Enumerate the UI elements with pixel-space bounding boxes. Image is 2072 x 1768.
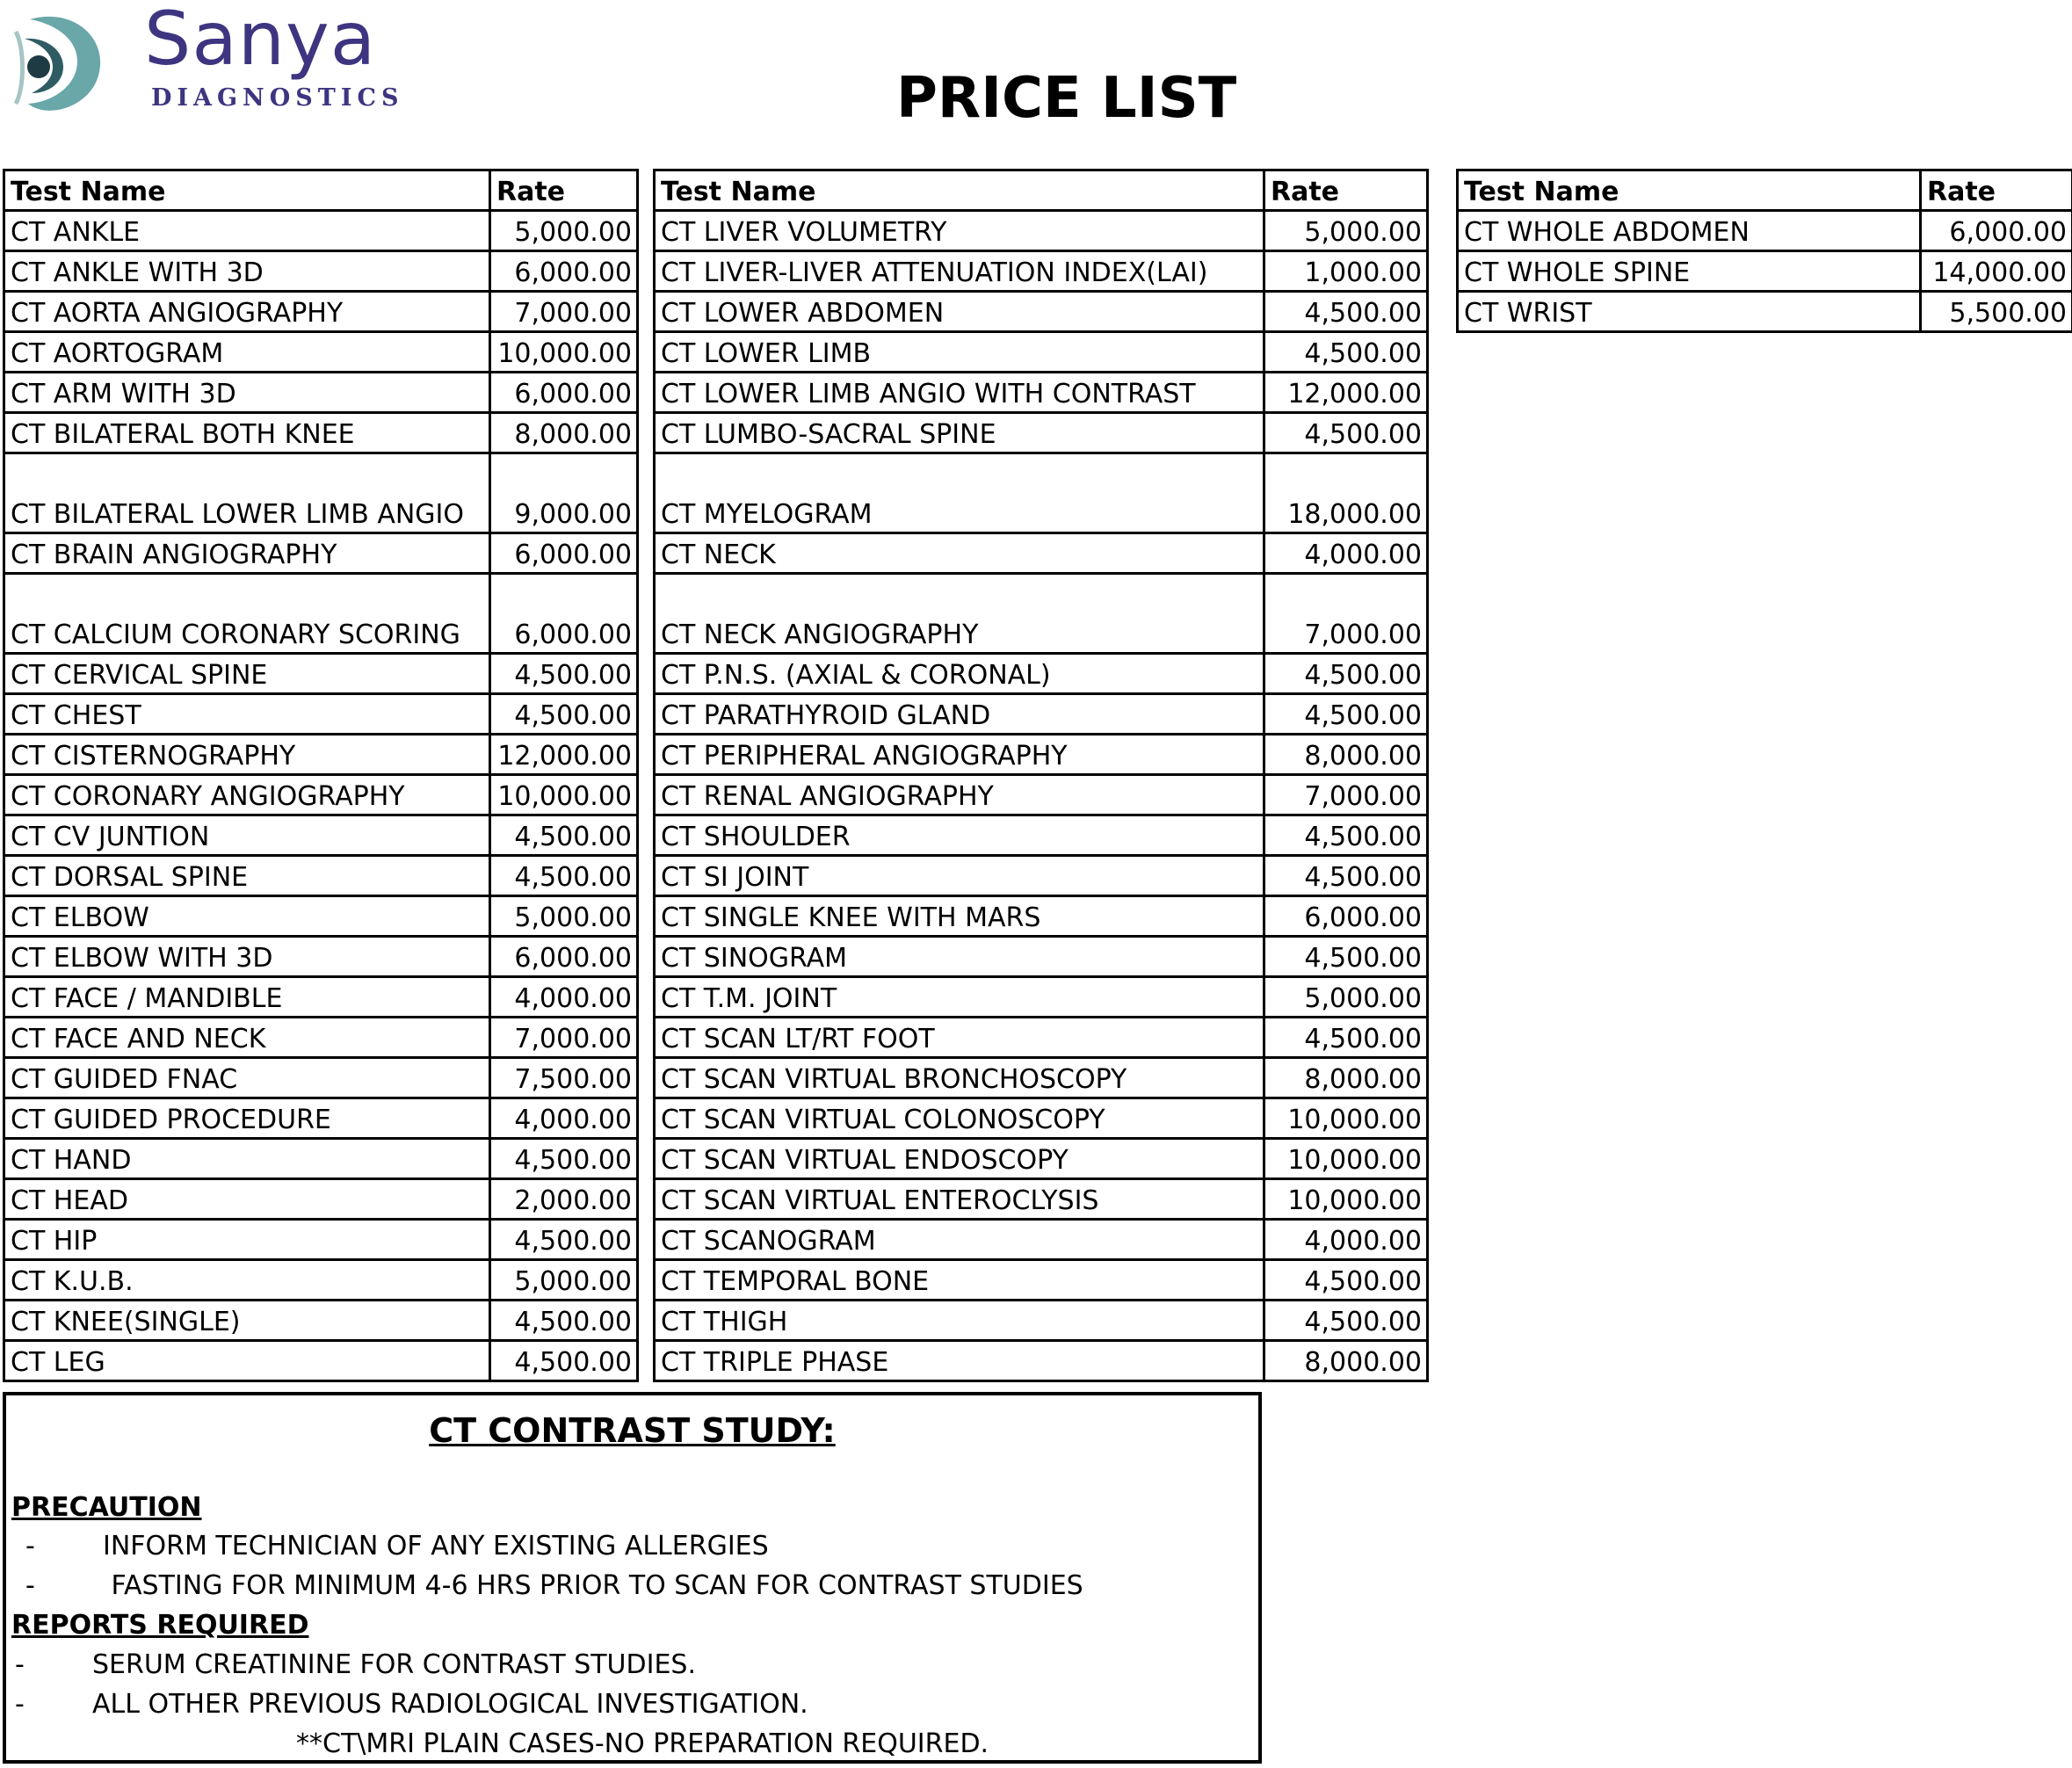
rate-cell: 4,500.00	[1264, 1301, 1428, 1341]
rate-cell: 4,500.00	[1264, 1018, 1428, 1058]
table-row	[4, 1139, 638, 1179]
rate-cell: 4,000.00	[490, 1098, 638, 1139]
rate-cell: 12,000.00	[1264, 373, 1428, 413]
rate-cell: 8,000.00	[1264, 1058, 1428, 1098]
table-row	[655, 1098, 1428, 1139]
rate-cell: 14,000.00	[1921, 251, 2072, 292]
rate-cell: 4,500.00	[1264, 937, 1428, 977]
table-row	[4, 815, 638, 856]
rate-cell: 6,000.00	[490, 373, 638, 413]
test-name-cell: CT SINGLE KNEE WITH MARS	[655, 896, 1264, 937]
test-name-cell: CT AORTOGRAM	[4, 332, 490, 373]
table-row	[4, 453, 638, 533]
test-name-cell: CT SCAN VIRTUAL ENTEROCLYSIS	[655, 1179, 1264, 1220]
rate-cell: 5,000.00	[490, 896, 638, 937]
column-header-test-name: Test Name	[4, 170, 490, 211]
precaution-heading: PRECAUTION	[11, 1492, 202, 1523]
price-table-2-body	[655, 170, 1428, 1381]
test-name-cell: CT CORONARY ANGIOGRAPHY	[4, 775, 490, 815]
price-table-1-body	[4, 170, 638, 1381]
bullet-dash: -	[25, 1531, 35, 1561]
rate-cell: 10,000.00	[1264, 1098, 1428, 1139]
table-row	[4, 775, 638, 815]
rate-cell: 2,000.00	[490, 1179, 638, 1220]
test-name-cell: CT LOWER LIMB ANGIO WITH CONTRAST	[655, 373, 1264, 413]
rate-cell: 4,500.00	[490, 1220, 638, 1260]
test-name-cell: CT GUIDED PROCEDURE	[4, 1098, 490, 1139]
table-row	[655, 1018, 1428, 1058]
test-name-cell: CT WRIST	[1458, 292, 1921, 332]
test-name-cell: CT CISTERNOGRAPHY	[4, 735, 490, 775]
table-row	[4, 332, 638, 373]
report-item-text: ALL OTHER PREVIOUS RADIOLOGICAL INVESTIGATION.	[92, 1689, 808, 1720]
test-name-cell: CT K.U.B.	[4, 1260, 490, 1301]
reports-required-heading: REPORTS REQUIRED	[11, 1610, 309, 1641]
rate-cell: 10,000.00	[1264, 1179, 1428, 1220]
rate-cell: 7,000.00	[490, 1018, 638, 1058]
table-row	[4, 1301, 638, 1341]
table-row	[655, 1220, 1428, 1260]
table-row	[4, 1179, 638, 1220]
rate-cell: 5,000.00	[490, 1260, 638, 1301]
test-name-cell: CT LUMBO-SACRAL SPINE	[655, 413, 1264, 453]
test-name-cell: CT CV JUNTION	[4, 815, 490, 856]
rate-cell: 5,000.00	[490, 211, 638, 251]
table-row	[4, 1018, 638, 1058]
logo-subtitle-text: DIAGNOSTICS	[151, 84, 404, 112]
precaution-item	[25, 1570, 1083, 1601]
rate-cell: 18,000.00	[1264, 453, 1428, 533]
table-header-row	[1458, 170, 2072, 211]
sanya-logo	[12, 0, 404, 121]
rate-cell: 4,500.00	[490, 1341, 638, 1381]
test-name-cell: CT MYELOGRAM	[655, 453, 1264, 533]
test-name-cell: CT SCAN VIRTUAL COLONOSCOPY	[655, 1098, 1264, 1139]
test-name-cell: CT WHOLE ABDOMEN	[1458, 211, 1921, 251]
test-name-cell: CT GUIDED FNAC	[4, 1058, 490, 1098]
test-name-cell: CT P.N.S. (AXIAL & CORONAL)	[655, 654, 1264, 694]
table-row	[4, 735, 638, 775]
table-row	[4, 654, 638, 694]
table-row	[655, 1139, 1428, 1179]
table-row	[4, 694, 638, 735]
test-name-cell: CT SI JOINT	[655, 856, 1264, 896]
test-name-cell: CT CERVICAL SPINE	[4, 654, 490, 694]
table-row	[655, 977, 1428, 1018]
table-header-row	[4, 170, 638, 211]
precaution-item-text: FASTING FOR MINIMUM 4-6 HRS PRIOR TO SCAN FOR CONTRAST STUDIES	[103, 1570, 1083, 1601]
rate-cell: 7,000.00	[1264, 574, 1428, 654]
precaution-item-text: INFORM TECHNICIAN OF ANY EXISTING ALLERGIES	[103, 1531, 769, 1561]
table-row	[4, 211, 638, 251]
rate-cell: 4,500.00	[490, 1139, 638, 1179]
test-name-cell: CT BRAIN ANGIOGRAPHY	[4, 533, 490, 574]
price-table-2	[653, 169, 1429, 1382]
rate-cell: 8,000.00	[1264, 735, 1428, 775]
rate-cell: 4,000.00	[1264, 533, 1428, 574]
table-row	[4, 533, 638, 574]
test-name-cell: CT LOWER ABDOMEN	[655, 292, 1264, 332]
test-name-cell: CT SCAN LT/RT FOOT	[655, 1018, 1264, 1058]
table-row	[655, 1341, 1428, 1381]
table-row	[655, 937, 1428, 977]
table-row	[4, 896, 638, 937]
rate-cell: 10,000.00	[490, 775, 638, 815]
test-name-cell: CT THIGH	[655, 1301, 1264, 1341]
table-row	[655, 292, 1428, 332]
rate-cell: 4,500.00	[1264, 413, 1428, 453]
test-name-cell: CT LIVER VOLUMETRY	[655, 211, 1264, 251]
table-row	[4, 1220, 638, 1260]
rate-cell: 6,000.00	[490, 533, 638, 574]
table-row	[655, 373, 1428, 413]
table-row	[4, 977, 638, 1018]
test-name-cell: CT PARATHYROID GLAND	[655, 694, 1264, 735]
test-name-cell: CT AORTA ANGIOGRAPHY	[4, 292, 490, 332]
rate-cell: 6,000.00	[490, 937, 638, 977]
test-name-cell: CT DORSAL SPINE	[4, 856, 490, 896]
test-name-cell: CT ELBOW WITH 3D	[4, 937, 490, 977]
rate-cell: 6,000.00	[1264, 896, 1428, 937]
test-name-cell: CT RENAL ANGIOGRAPHY	[655, 775, 1264, 815]
table-row	[655, 735, 1428, 775]
rate-cell: 4,000.00	[1264, 1220, 1428, 1260]
rate-cell: 7,000.00	[490, 292, 638, 332]
rate-cell: 4,500.00	[1264, 654, 1428, 694]
rate-cell: 7,500.00	[490, 1058, 638, 1098]
table-row	[655, 574, 1428, 654]
table-row	[655, 1301, 1428, 1341]
table-row	[1458, 211, 2072, 251]
table-row	[655, 533, 1428, 574]
rate-cell: 4,500.00	[490, 654, 638, 694]
table-row	[655, 211, 1428, 251]
rate-cell: 10,000.00	[490, 332, 638, 373]
table-row	[655, 251, 1428, 292]
rate-cell: 4,500.00	[1264, 1260, 1428, 1301]
test-name-cell: CT SINOGRAM	[655, 937, 1264, 977]
report-item	[15, 1649, 696, 1680]
test-name-cell: CT CALCIUM CORONARY SCORING	[4, 574, 490, 654]
price-table-3	[1456, 169, 2072, 333]
rate-cell: 6,000.00	[1921, 211, 2072, 251]
rate-cell: 12,000.00	[490, 735, 638, 775]
rate-cell: 5,000.00	[1264, 977, 1428, 1018]
rate-cell: 4,500.00	[490, 856, 638, 896]
test-name-cell: CT LIVER-LIVER ATTENUATION INDEX(LAI)	[655, 251, 1264, 292]
test-name-cell: CT NECK ANGIOGRAPHY	[655, 574, 1264, 654]
test-name-cell: CT T.M. JOINT	[655, 977, 1264, 1018]
rate-cell: 7,000.00	[1264, 775, 1428, 815]
table-row	[655, 453, 1428, 533]
test-name-cell: CT LOWER LIMB	[655, 332, 1264, 373]
column-header-rate: Rate	[490, 170, 638, 211]
column-header-rate: Rate	[1921, 170, 2072, 211]
table-row	[4, 937, 638, 977]
bullet-dash: -	[15, 1649, 25, 1680]
test-name-cell: CT ANKLE WITH 3D	[4, 251, 490, 292]
table-row	[4, 373, 638, 413]
rate-cell: 8,000.00	[1264, 1341, 1428, 1381]
test-name-cell: CT NECK	[655, 533, 1264, 574]
rate-cell: 4,500.00	[1264, 856, 1428, 896]
table-row	[655, 694, 1428, 735]
test-name-cell: CT FACE AND NECK	[4, 1018, 490, 1058]
test-name-cell: CT CHEST	[4, 694, 490, 735]
table-row	[655, 413, 1428, 453]
report-item	[15, 1689, 808, 1720]
rate-cell: 4,500.00	[1264, 694, 1428, 735]
rate-cell: 4,500.00	[490, 1301, 638, 1341]
column-header-test-name: Test Name	[1458, 170, 1921, 211]
table-row	[4, 413, 638, 453]
rate-cell: 8,000.00	[490, 413, 638, 453]
test-name-cell: CT SHOULDER	[655, 815, 1264, 856]
rate-cell: 6,000.00	[490, 574, 638, 654]
table-row	[655, 1179, 1428, 1220]
rate-cell: 5,000.00	[1264, 211, 1428, 251]
table-row	[655, 896, 1428, 937]
table-row	[655, 1260, 1428, 1301]
test-name-cell: CT TEMPORAL BONE	[655, 1260, 1264, 1301]
rate-cell: 4,500.00	[1264, 332, 1428, 373]
table-row	[655, 332, 1428, 373]
test-name-cell: CT KNEE(SINGLE)	[4, 1301, 490, 1341]
test-name-cell: CT BILATERAL BOTH KNEE	[4, 413, 490, 453]
test-name-cell: CT SCANOGRAM	[655, 1220, 1264, 1260]
table-row	[4, 1058, 638, 1098]
column-header-rate: Rate	[1264, 170, 1428, 211]
table-row	[655, 815, 1428, 856]
test-name-cell: CT HAND	[4, 1139, 490, 1179]
table-row	[1458, 251, 2072, 292]
test-name-cell: CT SCAN VIRTUAL BRONCHOSCOPY	[655, 1058, 1264, 1098]
test-name-cell: CT ARM WITH 3D	[4, 373, 490, 413]
table-row	[4, 1341, 638, 1381]
table-row	[1458, 292, 2072, 332]
table-row	[655, 1058, 1428, 1098]
contrast-study-title: CT CONTRAST STUDY:	[429, 1411, 836, 1450]
table-row	[4, 292, 638, 332]
rate-cell: 5,500.00	[1921, 292, 2072, 332]
table-row	[655, 654, 1428, 694]
bullet-dash: -	[15, 1689, 25, 1720]
table-row	[655, 775, 1428, 815]
page-title: PRICE LIST	[896, 66, 1237, 131]
rate-cell: 4,500.00	[490, 815, 638, 856]
table-header-row	[655, 170, 1428, 211]
table-row	[4, 1098, 638, 1139]
test-name-cell: CT HEAD	[4, 1179, 490, 1220]
column-header-test-name: Test Name	[655, 170, 1264, 211]
logo-brand-text: Sanya	[144, 0, 377, 82]
rate-cell: 6,000.00	[490, 251, 638, 292]
table-row	[4, 856, 638, 896]
rate-cell: 4,000.00	[490, 977, 638, 1018]
bullet-dash: -	[25, 1570, 35, 1601]
table-row	[4, 251, 638, 292]
rate-cell: 4,500.00	[1264, 292, 1428, 332]
test-name-cell: CT WHOLE SPINE	[1458, 251, 1921, 292]
test-name-cell: CT PERIPHERAL ANGIOGRAPHY	[655, 735, 1264, 775]
test-name-cell: CT ELBOW	[4, 896, 490, 937]
plain-cases-note: **CT\MRI PLAIN CASES-NO PREPARATION REQUIRED.	[296, 1728, 989, 1759]
sanya-logo-mark-icon	[12, 12, 105, 118]
test-name-cell: CT BILATERAL LOWER LIMB ANGIO	[4, 453, 490, 533]
test-name-cell: CT TRIPLE PHASE	[655, 1341, 1264, 1381]
contrast-study-box	[3, 1392, 1262, 1764]
rate-cell: 10,000.00	[1264, 1139, 1428, 1179]
rate-cell: 4,500.00	[1264, 815, 1428, 856]
test-name-cell: CT FACE / MANDIBLE	[4, 977, 490, 1018]
report-item-text: SERUM CREATININE FOR CONTRAST STUDIES.	[92, 1649, 696, 1680]
table-row	[4, 1260, 638, 1301]
rate-cell: 9,000.00	[490, 453, 638, 533]
table-row	[655, 856, 1428, 896]
test-name-cell: CT SCAN VIRTUAL ENDOSCOPY	[655, 1139, 1264, 1179]
test-name-cell: CT LEG	[4, 1341, 490, 1381]
price-table-3-body	[1458, 170, 2072, 332]
test-name-cell: CT HIP	[4, 1220, 490, 1260]
rate-cell: 4,500.00	[490, 694, 638, 735]
rate-cell: 1,000.00	[1264, 251, 1428, 292]
price-table-1	[3, 169, 639, 1382]
table-row	[4, 574, 638, 654]
precaution-item	[25, 1531, 769, 1561]
test-name-cell: CT ANKLE	[4, 211, 490, 251]
